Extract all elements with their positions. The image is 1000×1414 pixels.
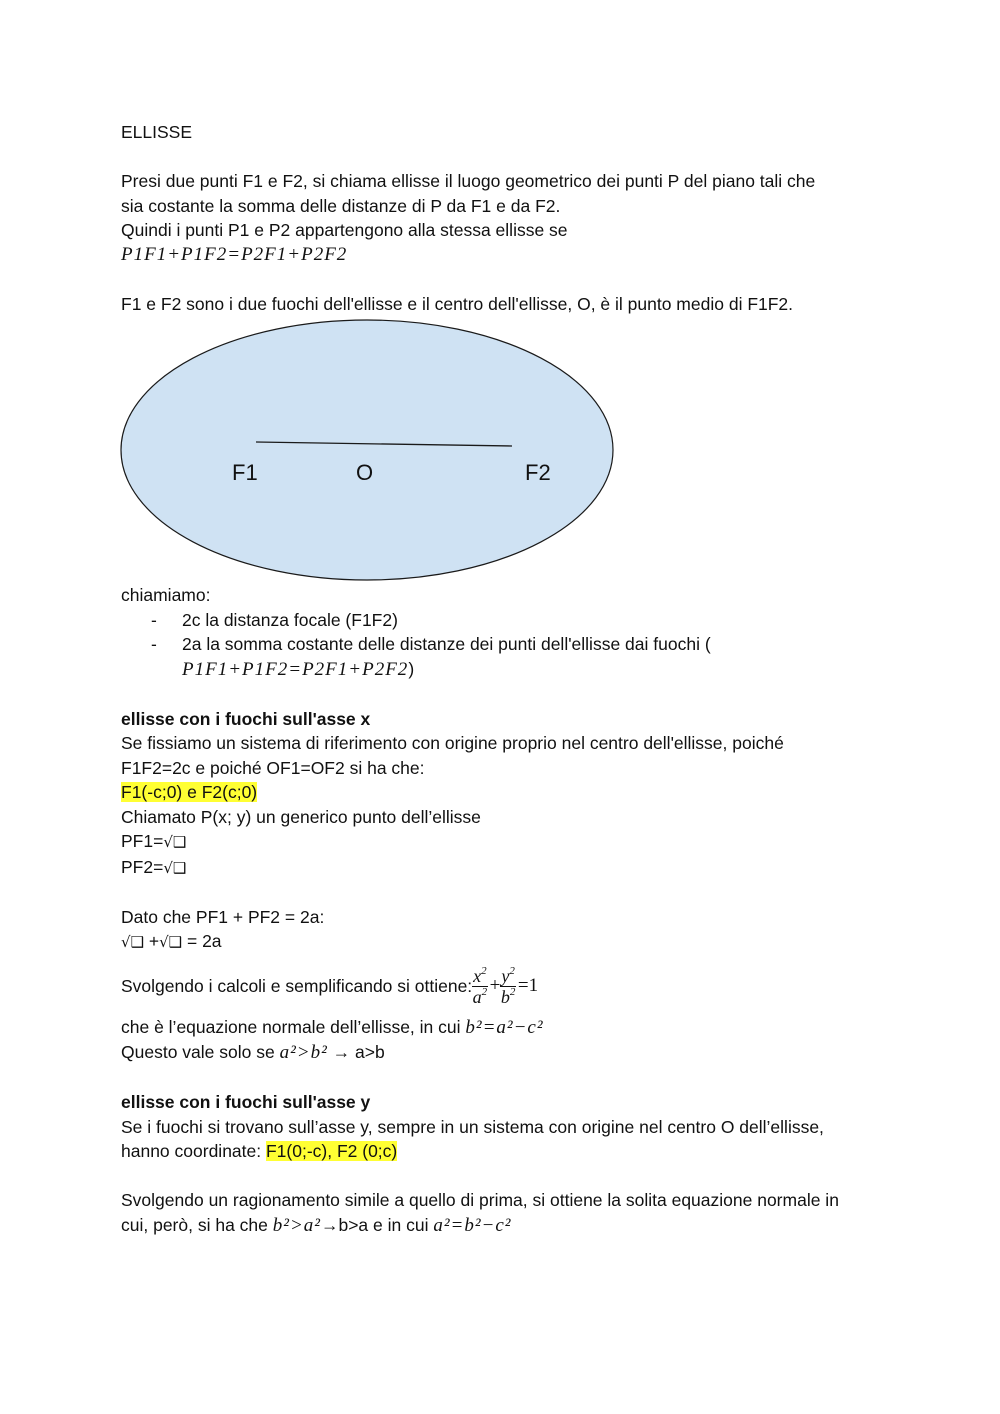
frac-y-num: y <box>501 966 510 986</box>
definitions-list <box>121 608 891 683</box>
page-title: ELLISSE <box>121 122 193 142</box>
pf2-label: PF2= <box>121 856 164 877</box>
definitions-intro: chiamiamo: <box>121 585 211 605</box>
sqrt-symbol: √ <box>121 933 131 951</box>
frac-x-den: a <box>472 987 482 1007</box>
placeholder-icon: ❑ <box>168 933 183 951</box>
spacer <box>121 1066 891 1091</box>
ellipse-drawing <box>119 318 619 583</box>
x-line-1: Se fissiamo un sistema di riferimento con origine proprio nel centro dell'ellisse, poiché <box>121 733 784 753</box>
pf1-label: PF1= <box>121 831 164 851</box>
spacer <box>121 145 891 170</box>
placeholder-icon: ❑ <box>130 933 145 951</box>
pf2-line <box>121 855 891 881</box>
valid-formula: a²>b² <box>279 1042 328 1063</box>
normal-line <box>121 1015 891 1041</box>
intro-formula: P1F1+P1F2=P2F1+P2F2 <box>121 243 348 265</box>
spacer <box>121 267 891 292</box>
equation-rhs: =1 <box>517 975 539 997</box>
ellipse-diagram <box>121 318 891 583</box>
definition-item <box>151 632 891 682</box>
y-line-4-b: →b>a e in cui <box>320 1214 434 1235</box>
x-line-2: F1F2=2c e poiché OF1=OF2 si ha che: <box>121 757 425 778</box>
foci-sentence: F1 e F2 sono i due fuochi dell'ellisse e il centro dell'ellisse, O, è il punto medio di F1F2. <box>121 293 794 314</box>
fraction-y: $\frac{y^2}{b^2}$ <box>500 965 516 1007</box>
sqrt-symbol: √ <box>163 833 173 851</box>
plus-sign: + <box>144 931 160 951</box>
y-line-4 <box>121 1213 891 1239</box>
spacer <box>121 1164 891 1189</box>
sqrt-symbol: √ <box>159 933 169 951</box>
spacer <box>121 682 891 707</box>
pf1-line <box>121 829 891 855</box>
valid-tail: → a>b <box>327 1042 385 1062</box>
normal-text: che è l’equazione normale dell’ellisse, in cui <box>121 1016 466 1037</box>
normal-formula: b²=a²−c² <box>465 1016 544 1038</box>
y-line-2 <box>121 1139 891 1164</box>
heading-y-axis: ellisse con i fuochi sull'asse y <box>121 1092 371 1112</box>
fraction-x: $\frac{x^2}{a^2}$ <box>472 965 488 1007</box>
intro-line-3: Quindi i punti P1 e P2 appartengono alla stessa ellisse se <box>121 220 568 240</box>
intro-line-1: Presi due punti F1 e F2, si chiama ellisse il luogo geometrico dei punti P del piano tali che <box>121 171 816 191</box>
frac-x-num: x <box>473 966 482 986</box>
frac-y-den: b <box>500 987 510 1007</box>
y-line-2-text: hanno coordinate: <box>121 1141 266 1161</box>
y-line-1: Se i fuochi si trovano sull’asse y, sempre in un sistema con origine nel centro O dell’ellisse, <box>121 1116 824 1137</box>
definition-2a-close: ) <box>408 658 415 679</box>
valid-line <box>121 1040 891 1066</box>
document-page <box>121 120 891 1238</box>
label-o: O <box>356 460 374 485</box>
sqrt-symbol: √ <box>163 858 173 877</box>
heading-x-axis: ellisse con i fuochi sull'asse x <box>121 708 371 729</box>
definition-2a: 2a la somma costante delle distanze dei punti dell'ellisse dai fuochi ( <box>182 634 711 654</box>
definition-2c: 2c la distanza focale (F1F2) <box>182 609 398 630</box>
valid-text: Questo vale solo se <box>121 1042 280 1062</box>
given-line: Dato che PF1 + PF2 = 2a: <box>121 906 325 927</box>
simplify-text: Svolgendo i calcoli e semplificando si ottiene: <box>121 976 473 997</box>
placeholder-icon: ❑ <box>172 858 187 877</box>
definition-item <box>151 608 891 633</box>
x-foci-highlight: F1(-c;0) e F2(c;0) <box>121 782 258 802</box>
spacer <box>121 880 891 905</box>
y-foci-highlight: F1(0;-c), F2 (0;c) <box>265 1141 398 1161</box>
y-line-3: Svolgendo un ragionamento simile a quello di prima, si ottiene la solita equazione normale in <box>121 1190 839 1210</box>
normal-equation-line: Svolgendo i calcoli e semplificando si ottiene: $\frac{x^2}{a^2}$ + $\frac{y^2}{b^2}$ =1 <box>121 965 539 1007</box>
y-formula-1: b²>a² <box>272 1214 321 1236</box>
y-formula-2: a²=b²−c² <box>433 1214 512 1236</box>
y-line-4-a: cui, però, si ha che <box>121 1214 273 1235</box>
ellipse-shape <box>121 320 613 580</box>
definition-2a-formula: P1F1+P1F2=P2F1+P2F2 <box>182 658 409 680</box>
x-line-3: Chiamato P(x; y) un generico punto dell’ellisse <box>121 806 481 827</box>
sum-line <box>121 929 891 955</box>
placeholder-icon: ❑ <box>172 833 187 851</box>
equals-2a: = 2a <box>182 931 222 951</box>
label-f2: F2 <box>525 460 551 485</box>
intro-line-2: sia costante la somma delle distanze di P da F1 e da F2. <box>121 195 561 216</box>
label-f1: F1 <box>232 460 258 485</box>
